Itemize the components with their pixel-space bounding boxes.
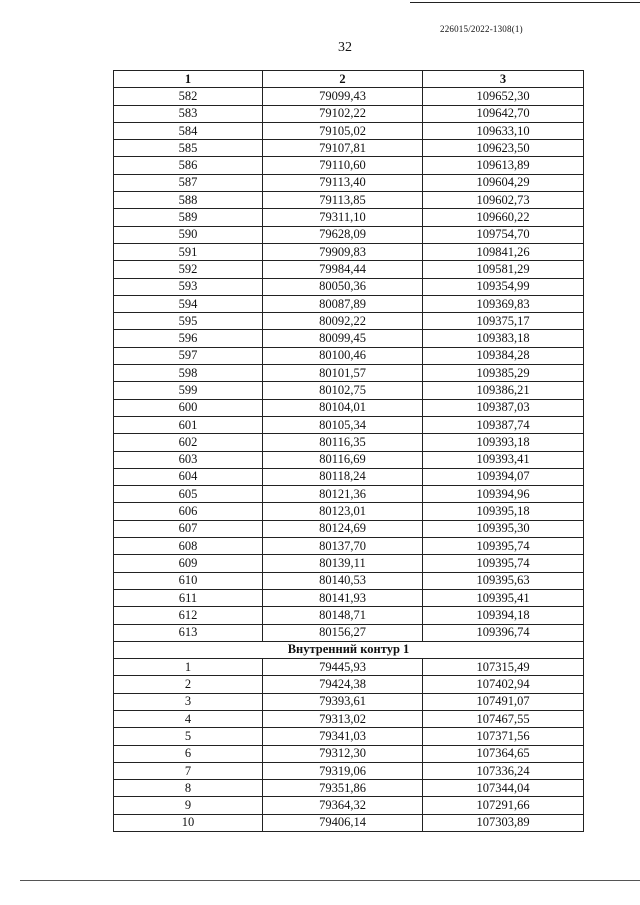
x-coordinate-cell: 79312,30 bbox=[263, 745, 423, 762]
y-coordinate-cell: 107315,49 bbox=[423, 659, 584, 676]
y-coordinate-cell: 109387,03 bbox=[423, 399, 584, 416]
x-coordinate-cell: 80121,36 bbox=[263, 486, 423, 503]
table-row bbox=[114, 797, 584, 814]
x-coordinate-cell: 79319,06 bbox=[263, 762, 423, 779]
x-coordinate-cell: 80156,27 bbox=[263, 624, 423, 641]
table-row bbox=[114, 140, 584, 157]
section-header-row bbox=[114, 641, 584, 658]
x-coordinate-cell: 80092,22 bbox=[263, 313, 423, 330]
x-coordinate-cell: 79113,85 bbox=[263, 192, 423, 209]
table-row bbox=[114, 382, 584, 399]
y-coordinate-cell: 109754,70 bbox=[423, 226, 584, 243]
table-row bbox=[114, 468, 584, 485]
point-number-cell: 5 bbox=[114, 728, 263, 745]
x-coordinate-cell: 80139,11 bbox=[263, 555, 423, 572]
y-coordinate-cell: 107467,55 bbox=[423, 710, 584, 727]
point-number-cell: 595 bbox=[114, 313, 263, 330]
y-coordinate-cell: 107371,56 bbox=[423, 728, 584, 745]
table-row bbox=[114, 105, 584, 122]
y-coordinate-cell: 107344,04 bbox=[423, 780, 584, 797]
x-coordinate-cell: 79351,86 bbox=[263, 780, 423, 797]
table-row bbox=[114, 589, 584, 606]
y-coordinate-cell: 109581,29 bbox=[423, 261, 584, 278]
column-header-1: 1 bbox=[114, 71, 263, 88]
table-row bbox=[114, 243, 584, 260]
x-coordinate-cell: 79628,09 bbox=[263, 226, 423, 243]
table-row bbox=[114, 486, 584, 503]
x-coordinate-cell: 80101,57 bbox=[263, 365, 423, 382]
point-number-cell: 597 bbox=[114, 347, 263, 364]
table-row bbox=[114, 416, 584, 433]
table-row bbox=[114, 122, 584, 139]
point-number-cell: 584 bbox=[114, 122, 263, 139]
y-coordinate-cell: 109395,30 bbox=[423, 520, 584, 537]
table-row bbox=[114, 365, 584, 382]
point-number-cell: 583 bbox=[114, 105, 263, 122]
column-header-2: 2 bbox=[263, 71, 423, 88]
y-coordinate-cell: 109384,28 bbox=[423, 347, 584, 364]
table-row bbox=[114, 710, 584, 727]
point-number-cell: 610 bbox=[114, 572, 263, 589]
x-coordinate-cell: 80148,71 bbox=[263, 607, 423, 624]
x-coordinate-cell: 79110,60 bbox=[263, 157, 423, 174]
point-number-cell: 9 bbox=[114, 797, 263, 814]
point-number-cell: 604 bbox=[114, 468, 263, 485]
point-number-cell: 591 bbox=[114, 243, 263, 260]
y-coordinate-cell: 107402,94 bbox=[423, 676, 584, 693]
y-coordinate-cell: 109652,30 bbox=[423, 88, 584, 105]
x-coordinate-cell: 79393,61 bbox=[263, 693, 423, 710]
point-number-cell: 600 bbox=[114, 399, 263, 416]
x-coordinate-cell: 79341,03 bbox=[263, 728, 423, 745]
table-row bbox=[114, 192, 584, 209]
table-row bbox=[114, 762, 584, 779]
document-code: 226015/2022-1308(1) bbox=[440, 24, 523, 34]
x-coordinate-cell: 80104,01 bbox=[263, 399, 423, 416]
x-coordinate-cell: 80087,89 bbox=[263, 295, 423, 312]
point-number-cell: 609 bbox=[114, 555, 263, 572]
section-title: Внутренний контур 1 bbox=[114, 641, 584, 658]
point-number-cell: 599 bbox=[114, 382, 263, 399]
point-number-cell: 601 bbox=[114, 416, 263, 433]
table-row bbox=[114, 399, 584, 416]
x-coordinate-cell: 80141,93 bbox=[263, 589, 423, 606]
x-coordinate-cell: 80105,34 bbox=[263, 416, 423, 433]
point-number-cell: 1 bbox=[114, 659, 263, 676]
point-number-cell: 613 bbox=[114, 624, 263, 641]
y-coordinate-cell: 107336,24 bbox=[423, 762, 584, 779]
table-row bbox=[114, 607, 584, 624]
x-coordinate-cell: 80118,24 bbox=[263, 468, 423, 485]
point-number-cell: 582 bbox=[114, 88, 263, 105]
table-row bbox=[114, 814, 584, 831]
y-coordinate-cell: 109394,07 bbox=[423, 468, 584, 485]
x-coordinate-cell: 79445,93 bbox=[263, 659, 423, 676]
table-row bbox=[114, 330, 584, 347]
x-coordinate-cell: 79099,43 bbox=[263, 88, 423, 105]
x-coordinate-cell: 80100,46 bbox=[263, 347, 423, 364]
point-number-cell: 611 bbox=[114, 589, 263, 606]
x-coordinate-cell: 80116,35 bbox=[263, 434, 423, 451]
top-rule bbox=[410, 2, 640, 3]
table-row bbox=[114, 676, 584, 693]
y-coordinate-cell: 109393,18 bbox=[423, 434, 584, 451]
point-number-cell: 2 bbox=[114, 676, 263, 693]
table-body bbox=[114, 88, 584, 832]
table-row bbox=[114, 174, 584, 191]
table-row bbox=[114, 434, 584, 451]
table-row bbox=[114, 88, 584, 105]
point-number-cell: 4 bbox=[114, 710, 263, 727]
table-row bbox=[114, 555, 584, 572]
point-number-cell: 6 bbox=[114, 745, 263, 762]
page-number: 32 bbox=[338, 40, 352, 55]
x-coordinate-cell: 80102,75 bbox=[263, 382, 423, 399]
table-row bbox=[114, 157, 584, 174]
table-row bbox=[114, 693, 584, 710]
table-row bbox=[114, 659, 584, 676]
x-coordinate-cell: 80116,69 bbox=[263, 451, 423, 468]
point-number-cell: 8 bbox=[114, 780, 263, 797]
point-number-cell: 603 bbox=[114, 451, 263, 468]
y-coordinate-cell: 109354,99 bbox=[423, 278, 584, 295]
table-row bbox=[114, 538, 584, 555]
point-number-cell: 590 bbox=[114, 226, 263, 243]
coordinates-table bbox=[113, 70, 584, 832]
point-number-cell: 586 bbox=[114, 157, 263, 174]
table-row bbox=[114, 278, 584, 295]
point-number-cell: 606 bbox=[114, 503, 263, 520]
point-number-cell: 3 bbox=[114, 693, 263, 710]
point-number-cell: 596 bbox=[114, 330, 263, 347]
point-number-cell: 10 bbox=[114, 814, 263, 831]
table-row bbox=[114, 572, 584, 589]
x-coordinate-cell: 79313,02 bbox=[263, 710, 423, 727]
point-number-cell: 585 bbox=[114, 140, 263, 157]
x-coordinate-cell: 80050,36 bbox=[263, 278, 423, 295]
table-row bbox=[114, 347, 584, 364]
table-row bbox=[114, 780, 584, 797]
point-number-cell: 589 bbox=[114, 209, 263, 226]
x-coordinate-cell: 80137,70 bbox=[263, 538, 423, 555]
x-coordinate-cell: 79311,10 bbox=[263, 209, 423, 226]
point-number-cell: 592 bbox=[114, 261, 263, 278]
x-coordinate-cell: 79984,44 bbox=[263, 261, 423, 278]
y-coordinate-cell: 109385,29 bbox=[423, 365, 584, 382]
column-header-3: 3 bbox=[423, 71, 584, 88]
y-coordinate-cell: 109604,29 bbox=[423, 174, 584, 191]
y-coordinate-cell: 109369,83 bbox=[423, 295, 584, 312]
y-coordinate-cell: 109395,74 bbox=[423, 538, 584, 555]
bottom-rule bbox=[20, 880, 640, 881]
table-row bbox=[114, 295, 584, 312]
x-coordinate-cell: 80124,69 bbox=[263, 520, 423, 537]
y-coordinate-cell: 109386,21 bbox=[423, 382, 584, 399]
table-row bbox=[114, 313, 584, 330]
table-row bbox=[114, 451, 584, 468]
table-row bbox=[114, 261, 584, 278]
y-coordinate-cell: 109387,74 bbox=[423, 416, 584, 433]
table-row bbox=[114, 624, 584, 641]
y-coordinate-cell: 107303,89 bbox=[423, 814, 584, 831]
x-coordinate-cell: 79107,81 bbox=[263, 140, 423, 157]
y-coordinate-cell: 109602,73 bbox=[423, 192, 584, 209]
x-coordinate-cell: 80123,01 bbox=[263, 503, 423, 520]
y-coordinate-cell: 109383,18 bbox=[423, 330, 584, 347]
point-number-cell: 587 bbox=[114, 174, 263, 191]
y-coordinate-cell: 109395,63 bbox=[423, 572, 584, 589]
table-row bbox=[114, 728, 584, 745]
x-coordinate-cell: 79909,83 bbox=[263, 243, 423, 260]
y-coordinate-cell: 107491,07 bbox=[423, 693, 584, 710]
y-coordinate-cell: 107291,66 bbox=[423, 797, 584, 814]
y-coordinate-cell: 107364,65 bbox=[423, 745, 584, 762]
table-row bbox=[114, 520, 584, 537]
point-number-cell: 593 bbox=[114, 278, 263, 295]
x-coordinate-cell: 80099,45 bbox=[263, 330, 423, 347]
point-number-cell: 608 bbox=[114, 538, 263, 555]
y-coordinate-cell: 109642,70 bbox=[423, 105, 584, 122]
table-header-row bbox=[114, 71, 584, 88]
y-coordinate-cell: 109841,26 bbox=[423, 243, 584, 260]
y-coordinate-cell: 109395,41 bbox=[423, 589, 584, 606]
table-row bbox=[114, 226, 584, 243]
table-row bbox=[114, 503, 584, 520]
y-coordinate-cell: 109375,17 bbox=[423, 313, 584, 330]
y-coordinate-cell: 109394,18 bbox=[423, 607, 584, 624]
y-coordinate-cell: 109613,89 bbox=[423, 157, 584, 174]
y-coordinate-cell: 109633,10 bbox=[423, 122, 584, 139]
x-coordinate-cell: 79364,32 bbox=[263, 797, 423, 814]
x-coordinate-cell: 79406,14 bbox=[263, 814, 423, 831]
point-number-cell: 594 bbox=[114, 295, 263, 312]
point-number-cell: 598 bbox=[114, 365, 263, 382]
point-number-cell: 602 bbox=[114, 434, 263, 451]
y-coordinate-cell: 109623,50 bbox=[423, 140, 584, 157]
y-coordinate-cell: 109394,96 bbox=[423, 486, 584, 503]
table-row bbox=[114, 209, 584, 226]
point-number-cell: 605 bbox=[114, 486, 263, 503]
x-coordinate-cell: 79105,02 bbox=[263, 122, 423, 139]
y-coordinate-cell: 109393,41 bbox=[423, 451, 584, 468]
point-number-cell: 7 bbox=[114, 762, 263, 779]
table-row bbox=[114, 745, 584, 762]
y-coordinate-cell: 109395,18 bbox=[423, 503, 584, 520]
x-coordinate-cell: 79102,22 bbox=[263, 105, 423, 122]
x-coordinate-cell: 80140,53 bbox=[263, 572, 423, 589]
y-coordinate-cell: 109396,74 bbox=[423, 624, 584, 641]
point-number-cell: 588 bbox=[114, 192, 263, 209]
point-number-cell: 607 bbox=[114, 520, 263, 537]
point-number-cell: 612 bbox=[114, 607, 263, 624]
y-coordinate-cell: 109395,74 bbox=[423, 555, 584, 572]
x-coordinate-cell: 79424,38 bbox=[263, 676, 423, 693]
x-coordinate-cell: 79113,40 bbox=[263, 174, 423, 191]
y-coordinate-cell: 109660,22 bbox=[423, 209, 584, 226]
